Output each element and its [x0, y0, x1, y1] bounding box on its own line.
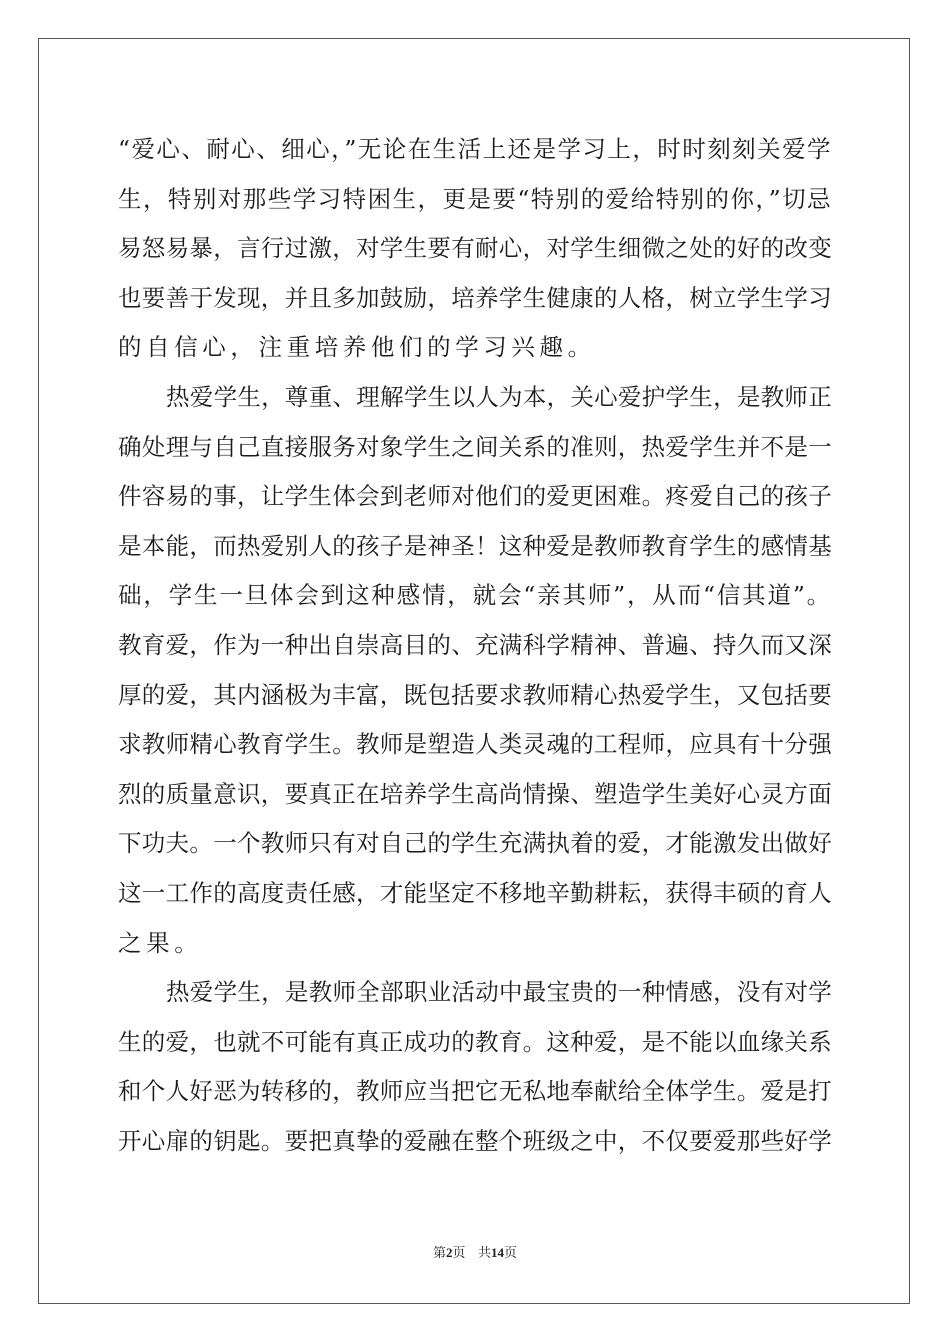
total-suffix: 页 — [503, 1246, 517, 1261]
text-line: 础，学生一旦体会到这种感情，就会“亲其师”，从而“信其道”。 — [118, 581, 832, 610]
text-line: 和个人好恶为转移的，教师应当把它无私地奉献给全体学生。爱是打 — [118, 1077, 832, 1106]
text-line: 生，特别对那些学习特困生，更是要“特别的爱给特别的你，”切忌 — [118, 184, 832, 213]
text-line: 确处理与自己直接服务对象学生之间关系的准则，热爱学生并不是一 — [118, 432, 832, 461]
total-pages: 14 — [490, 1245, 504, 1260]
text-line: 教育爱，作为一种出自崇高目的、充满科学精神、普遍、持久而又深 — [118, 631, 832, 659]
text-line: 是本能，而热爱别人的孩子是神圣！这种爱是教师教育学生的感情基 — [118, 531, 832, 560]
total-prefix: 共 — [477, 1246, 491, 1261]
text-line: 之果。 — [118, 928, 203, 957]
text-line: 也要善于发现，并且多加鼓励，培养学生健康的人格，树立学生学习 — [118, 283, 832, 312]
page-number: 2 — [446, 1245, 453, 1260]
text-line: 件容易的事，让学生体会到老师对他们的爱更困难。疼爱自己的孩子 — [118, 482, 832, 511]
text-line: 烈的质量意识，要真正在培养学生高尚情操、塑造学生美好心灵方面 — [118, 779, 832, 808]
text-line: 热爱学生，是教师全部职业活动中最宝贵的一种情感，没有对学 — [166, 978, 832, 1007]
text-line: 厚的爱，其内涵极为丰富，既包括要求教师精心热爱学生，又包括要 — [118, 680, 832, 709]
text-line: 下功夫。一个教师只有对自己的学生充满执着的爱，才能激发出做好 — [118, 829, 832, 858]
text-line: 易怒易暴，言行过激，对学生要有耐心，对学生细微之处的好的改变 — [118, 234, 832, 263]
page-prefix: 第 — [433, 1246, 447, 1261]
text-line: 的自信心，注重培养他们的学习兴趣。 — [118, 333, 596, 362]
text-line: 开心扉的钥匙。要把真挚的爱融在整个班级之中，不仅要爱那些好学 — [118, 1127, 832, 1155]
page-footer — [0, 1242, 950, 1261]
text-line: “爱心、耐心、细心，”无论在生活上还是学习上，时时刻刻关爱学 — [118, 135, 832, 163]
text-line: 热爱学生，尊重、理解学生以人为本，关心爱护学生，是教师正 — [166, 383, 832, 411]
text-line: 求教师精心教育学生。教师是塑造人类灵魂的工程师，应具有十分强 — [118, 730, 832, 759]
page-suffix: 页 — [452, 1246, 466, 1261]
text-line: 这一工作的高度责任感，才能坚定不移地辛勤耕耘，获得丰硕的育人 — [118, 879, 832, 907]
text-line: 生的爱，也就不可能有真正成功的教育。这种爱，是不能以血缘关系 — [118, 1027, 832, 1056]
